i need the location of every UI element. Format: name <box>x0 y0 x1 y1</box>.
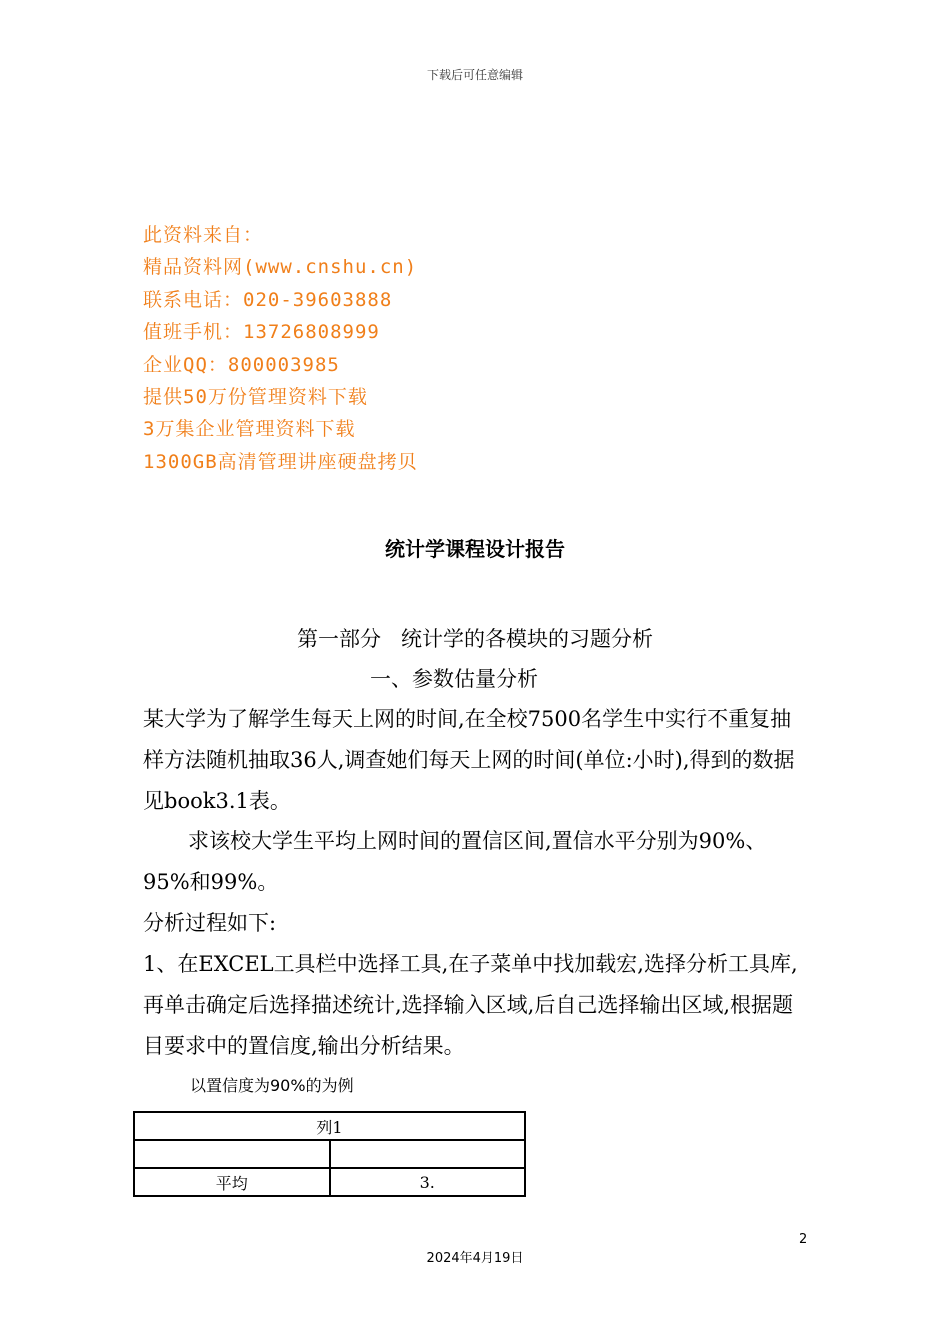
ad-block <box>143 219 418 478</box>
table-cell: 3. <box>330 1168 526 1196</box>
section-title: 一、参数估量分析 <box>370 667 538 691</box>
table-caption: 以置信度为90%的为例 <box>190 1076 354 1095</box>
paragraph-process-intro: 分析过程如下: <box>143 911 277 935</box>
paragraph-question: 求该校大学生平均上网时间的置信区间,置信水平分别为90%、95%和99%。 <box>143 829 767 894</box>
table-header-row <box>134 1112 525 1140</box>
ad-line-offer-2: 3万集企业管理资料下载 <box>143 418 356 441</box>
ad-line-mobile: 值班手机：13726808999 <box>143 321 380 344</box>
ad-line-offer-3: 1300GB高清管理讲座硬盘拷贝 <box>143 450 418 473</box>
table-row <box>134 1140 525 1168</box>
paragraph-problem: 某大学为了解学生每天上网的时间,在全校7500名学生中实行不重复抽样方法随机抽取36人,调查她们每天上网的时间(单位:小时),得到的数据见book3.1表。 <box>143 707 795 813</box>
page-number: 2 <box>799 1232 808 1247</box>
table-cell: 平均 <box>134 1168 330 1196</box>
report-title: 统计学课程设计报告 <box>385 537 565 561</box>
ad-line-source: 此资料来自： <box>143 224 264 246</box>
paragraph-step-1: 1、在EXCEL工具栏中选择工具,在子菜单中找加载宏,选择分析工具库,再单击确定后选择描述统计,选择输入区域,后自己选择输出区域,根据题目要求中的置信度,输出分析结果。 <box>143 952 798 1058</box>
page-header: 下载后可任意编辑 <box>426 68 523 82</box>
page-footer-date: 2024年4月19日 <box>426 1251 524 1266</box>
ad-line-offer-1: 提供50万份管理资料下载 <box>143 386 368 409</box>
table-header-cell: 列1 <box>134 1112 525 1140</box>
table-row <box>134 1168 525 1196</box>
part-title: 第一部分 统计学的各模块的习题分析 <box>296 627 654 651</box>
ad-line-phone: 联系电话：020-39603888 <box>143 288 393 311</box>
ad-line-website: 精品资料网(www.cnshu.cn) <box>143 256 418 279</box>
table-cell <box>134 1140 330 1168</box>
table-cell <box>330 1140 526 1168</box>
result-table <box>133 1111 526 1197</box>
ad-line-qq: 企业QQ：800003985 <box>143 353 340 376</box>
